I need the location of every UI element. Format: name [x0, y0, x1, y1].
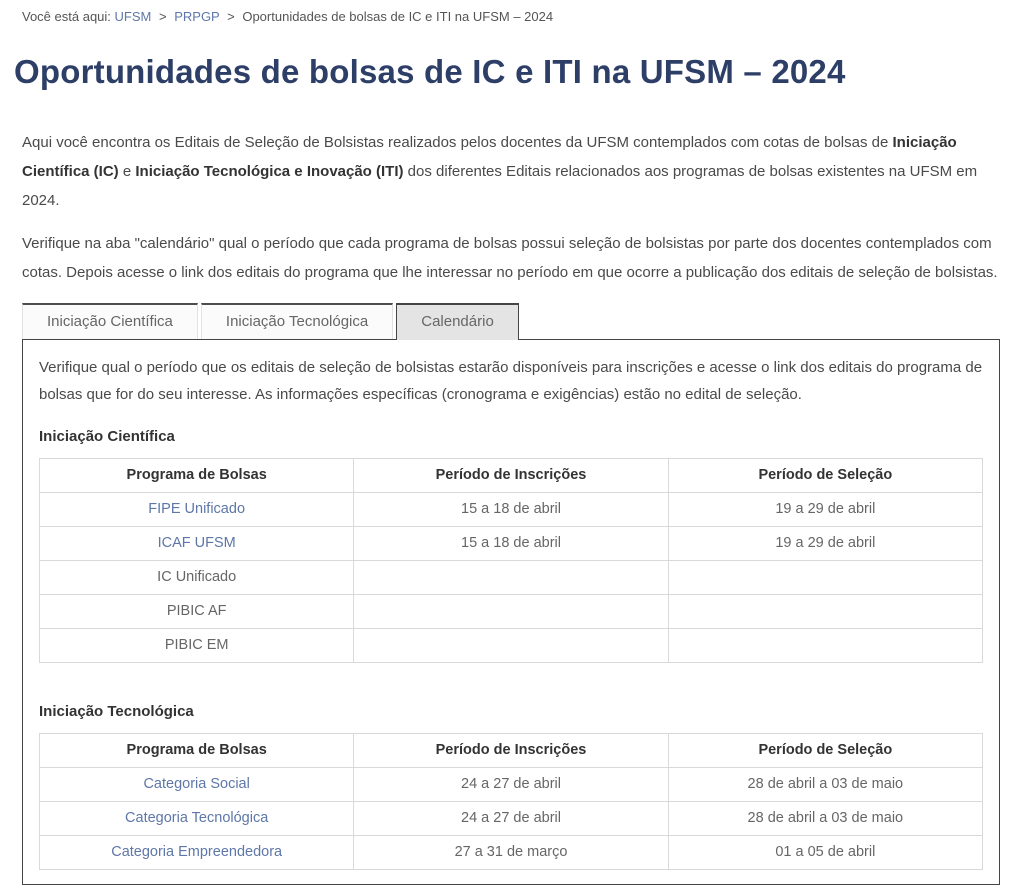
program-cell: PIBIC EM	[40, 629, 354, 663]
col-header-inscricoes: Período de Inscrições	[354, 734, 668, 768]
breadcrumb	[22, 8, 1000, 26]
program-link-categoria-tecnologica[interactable]: Categoria Tecnológica	[125, 810, 269, 826]
table-row	[40, 527, 983, 561]
panel-intro: Verifique qual o período que os editais de seleção de bolsistas estarão disponíveis para inscrições e acesse o link dos editais do programa de bolsas que for do seu interesse. As informações específicas (cronograma e exigências) estão no edital de seleção.	[39, 359, 983, 403]
program-cell	[40, 768, 354, 802]
table-row	[40, 493, 983, 527]
inscricoes-cell: 15 a 18 de abril	[354, 493, 668, 527]
selecao-cell: 28 de abril a 03 de maio	[668, 768, 982, 802]
intro-p1-text: dos diferentes Editais relacionados aos programas de bolsas existentes na UFSM em 2024.	[22, 163, 978, 209]
table-row	[40, 629, 983, 663]
inscricoes-cell: 24 a 27 de abril	[354, 768, 668, 802]
inscricoes-cell	[354, 629, 668, 663]
calendar-tab-panel	[22, 339, 1000, 885]
program-cell: PIBIC AF	[40, 595, 354, 629]
selecao-cell: 19 a 29 de abril	[668, 493, 982, 527]
col-header-selecao: Período de Seleção	[668, 734, 982, 768]
intro-p1-text: Aqui você encontra os Editais de Seleção de Bolsistas realizados pelos docentes da UFSM contemplados com cotas de bolsas de	[22, 134, 893, 151]
selecao-cell	[668, 595, 982, 629]
program-link-icaf-ufsm[interactable]: ICAF UFSM	[157, 535, 236, 551]
inscricoes-cell: 24 a 27 de abril	[354, 802, 668, 836]
breadcrumb-separator: >	[227, 9, 235, 24]
table-header-row	[40, 734, 983, 768]
table-row	[40, 561, 983, 595]
col-header-programa: Programa de Bolsas	[40, 459, 354, 493]
tab-calendario[interactable]: Calendário	[396, 303, 519, 340]
program-link-categoria-social[interactable]: Categoria Social	[143, 776, 250, 792]
table-row	[40, 836, 983, 870]
program-cell: IC Unificado	[40, 561, 354, 595]
table-row	[40, 768, 983, 802]
ic-table	[39, 458, 983, 663]
program-cell	[40, 493, 354, 527]
table-row	[40, 595, 983, 629]
intro-p1-bold-ic: Iniciação Científica (IC)	[22, 134, 957, 180]
col-header-selecao: Período de Seleção	[668, 459, 982, 493]
table-row	[40, 802, 983, 836]
selecao-cell	[668, 629, 982, 663]
table-header-row	[40, 459, 983, 493]
program-link-fipe-unificado[interactable]: FIPE Unificado	[148, 501, 246, 517]
breadcrumb-current: Oportunidades de bolsas de IC e ITI na UFSM – 2024	[242, 9, 554, 24]
section-heading-iti: Iniciação Tecnológica	[39, 703, 194, 720]
breadcrumb-link-ufsm[interactable]: UFSM	[114, 9, 152, 24]
program-cell	[40, 802, 354, 836]
tab-iniciacao-tecnologica[interactable]: Iniciação Tecnológica	[201, 303, 393, 339]
selecao-cell	[668, 561, 982, 595]
selecao-cell: 19 a 29 de abril	[668, 527, 982, 561]
program-cell	[40, 527, 354, 561]
selecao-cell: 01 a 05 de abril	[668, 836, 982, 870]
breadcrumb-link-prpgp[interactable]: PRPGP	[174, 9, 220, 24]
intro-section	[22, 128, 1000, 287]
inscricoes-cell	[354, 595, 668, 629]
program-cell	[40, 836, 354, 870]
inscricoes-cell	[354, 561, 668, 595]
intro-paragraph-1	[22, 128, 1000, 215]
tab-bar	[22, 303, 1000, 339]
selecao-cell: 28 de abril a 03 de maio	[668, 802, 982, 836]
inscricoes-cell: 27 a 31 de março	[354, 836, 668, 870]
intro-p1-text: e	[118, 163, 136, 180]
intro-paragraph-2: Verifique na aba "calendário" qual o período que cada programa de bolsas possui seleção de bolsistas por parte dos docentes contemplados com cotas. Depois acesse o link dos editais do programa que lhe interessar no período em que ocorre a publicação dos editais de seleção de bolsistas.	[22, 235, 998, 281]
breadcrumb-prefix: Você está aqui:	[22, 9, 111, 24]
col-header-inscricoes: Período de Inscrições	[354, 459, 668, 493]
tab-iniciacao-cientifica[interactable]: Iniciação Científica	[22, 303, 198, 339]
col-header-programa: Programa de Bolsas	[40, 734, 354, 768]
page-title: Oportunidades de bolsas de IC e ITI na UFSM – 2024	[14, 53, 846, 90]
section-heading-ic: Iniciação Científica	[39, 428, 175, 445]
intro-p1-bold-iti: Iniciação Tecnológica e Inovação (ITI)	[135, 163, 404, 180]
inscricoes-cell: 15 a 18 de abril	[354, 527, 668, 561]
iti-table	[39, 733, 983, 870]
breadcrumb-separator: >	[159, 9, 167, 24]
program-link-categoria-empreendedora[interactable]: Categoria Empreendedora	[111, 844, 283, 860]
